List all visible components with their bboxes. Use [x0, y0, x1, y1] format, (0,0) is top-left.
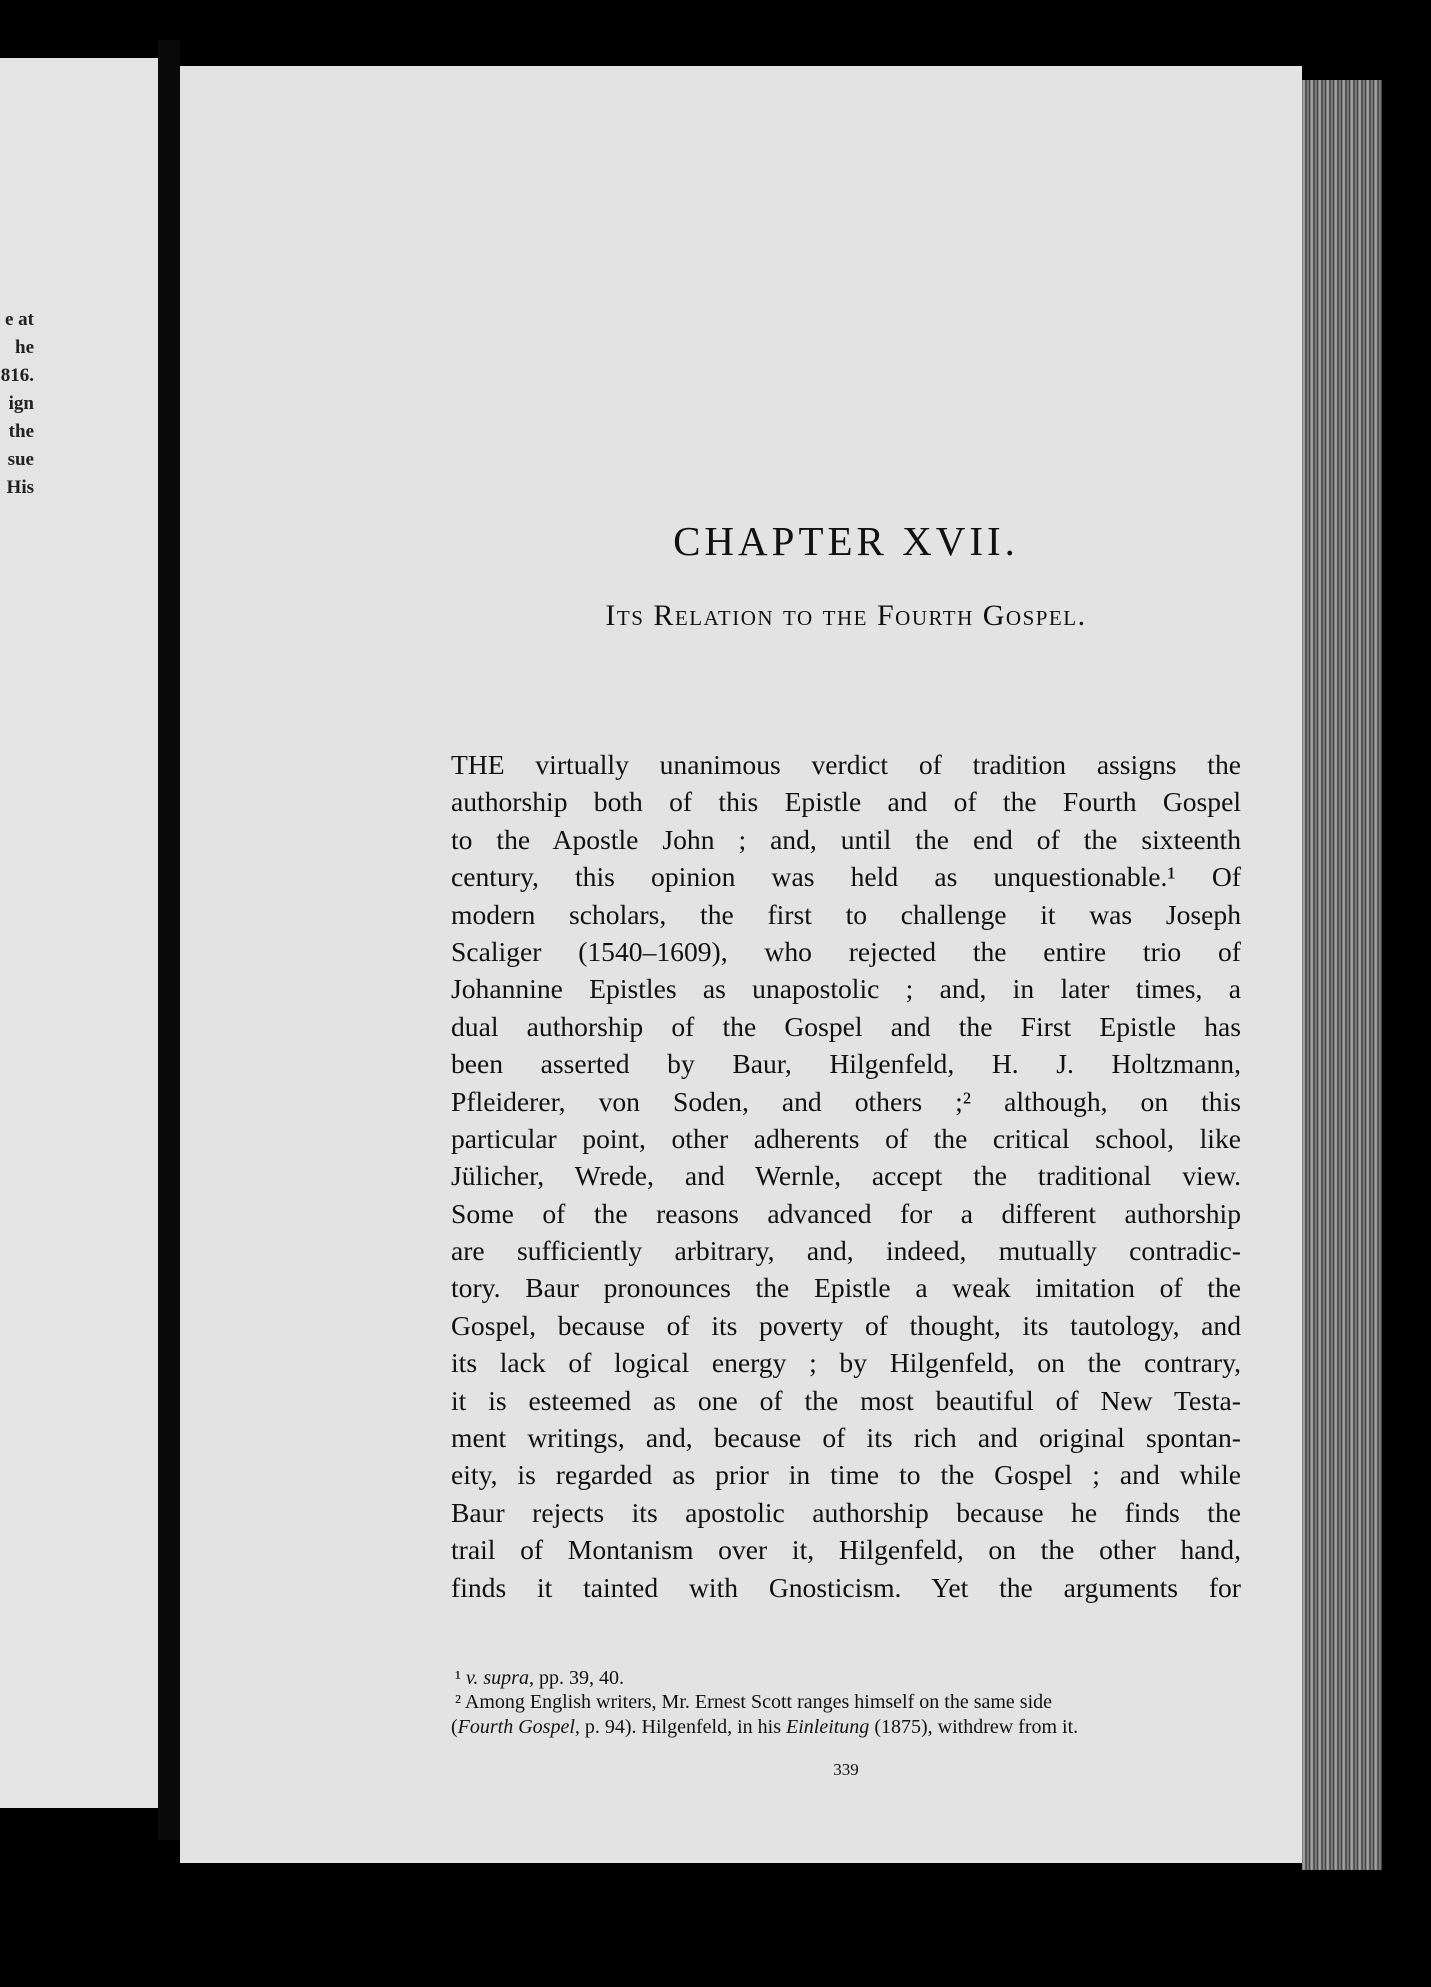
body-line: modern scholars, the first to challenge it was Joseph — [451, 898, 1241, 930]
body-line: ment writings, and, because of its rich and original spontan- — [451, 1422, 1241, 1454]
body-line: century, this opinion was held as unquestionable.¹ Of — [451, 861, 1241, 893]
footnote-text: ( — [451, 1716, 458, 1738]
left-page-fragment: His — [6, 477, 34, 498]
page-edges — [1302, 80, 1382, 1870]
book-gutter — [158, 40, 180, 1840]
footnote-italic: Einleitung — [785, 1716, 870, 1738]
footnote-line: ² Among English writers, Mr. Ernest Scott ranges himself on the same side — [455, 1691, 1053, 1713]
body-line: Jülicher, Wrede, and Wernle, accept the traditional view. — [451, 1160, 1241, 1192]
left-page-fragment: sue — [7, 449, 34, 470]
body-line: Baur rejects its apostolic authorship because he finds the — [451, 1496, 1241, 1528]
body-line: are sufficiently arbitrary, and, indeed, mutually contradic- — [451, 1235, 1241, 1267]
footnote-text: pp. 39, 40. — [533, 1667, 624, 1689]
footnote-ref: v. supra, — [466, 1667, 534, 1689]
footnote-1 — [451, 1666, 1241, 1691]
body-text — [451, 746, 1241, 1606]
footnote-marker: ¹ — [455, 1667, 461, 1689]
body-line: its lack of logical energy ; by Hilgenfeld, on the contrary, — [451, 1347, 1241, 1379]
body-line: tory. Baur pronounces the Epistle a weak imitation of the — [451, 1272, 1241, 1304]
chapter-heading: CHAPTER XVII. — [673, 518, 1019, 564]
left-page-fragment: e at — [4, 309, 34, 330]
body-line: Some of the reasons advanced for a different authorship — [451, 1197, 1241, 1229]
body-line: trail of Montanism over it, Hilgenfeld, on the other hand, — [451, 1534, 1241, 1566]
body-line: THE virtually unanimous verdict of tradition assigns the — [451, 749, 1241, 780]
body-line: it is esteemed as one of the most beautiful of New Testa- — [451, 1384, 1241, 1416]
body-line: Johannine Epistles as unapostolic ; and, in later times, a — [451, 973, 1241, 1005]
body-line: eity, is regarded as prior in time to the Gospel ; and while — [451, 1459, 1241, 1491]
left-page-fragment: 816. — [0, 365, 34, 386]
body-line: authorship both of this Epistle and of the Fourth Gospel — [451, 786, 1241, 818]
left-page-fragment: ign — [8, 393, 34, 414]
body-line: to the Apostle John ; and, until the end of the sixteenth — [451, 823, 1241, 855]
body-line: finds it tainted with Gnosticism. Yet the arguments for — [451, 1571, 1241, 1603]
body-line: Gospel, because of its poverty of thought, its tautology, and — [451, 1309, 1241, 1341]
body-line: Pfleiderer, von Soden, and others ;² although, on this — [451, 1085, 1241, 1117]
left-page-fragment: he — [15, 337, 34, 358]
left-page-fragment: the — [8, 421, 34, 442]
footnote-text: p. 94). Hilgenfeld, in his — [579, 1716, 786, 1738]
body-line: dual authorship of the Gospel and the First Epistle has — [451, 1010, 1241, 1042]
chapter-subtitle: Its Relation to the Fourth Gospel. — [605, 599, 1087, 632]
footnote-2 — [451, 1690, 1241, 1740]
body-line: been asserted by Baur, Hilgenfeld, H. J. Holtzmann, — [451, 1048, 1241, 1080]
footnote-italic: Fourth Gospel, — [457, 1716, 580, 1738]
body-line: particular point, other adherents of the critical school, like — [451, 1122, 1241, 1154]
left-page — [0, 58, 158, 1808]
footnote-text: (1875), withdrew from it. — [869, 1716, 1079, 1738]
body-line: Scaliger (1540–1609), who rejected the entire trio of — [451, 935, 1241, 967]
page-number: 339 — [833, 1760, 859, 1779]
book-page — [180, 66, 1302, 1863]
